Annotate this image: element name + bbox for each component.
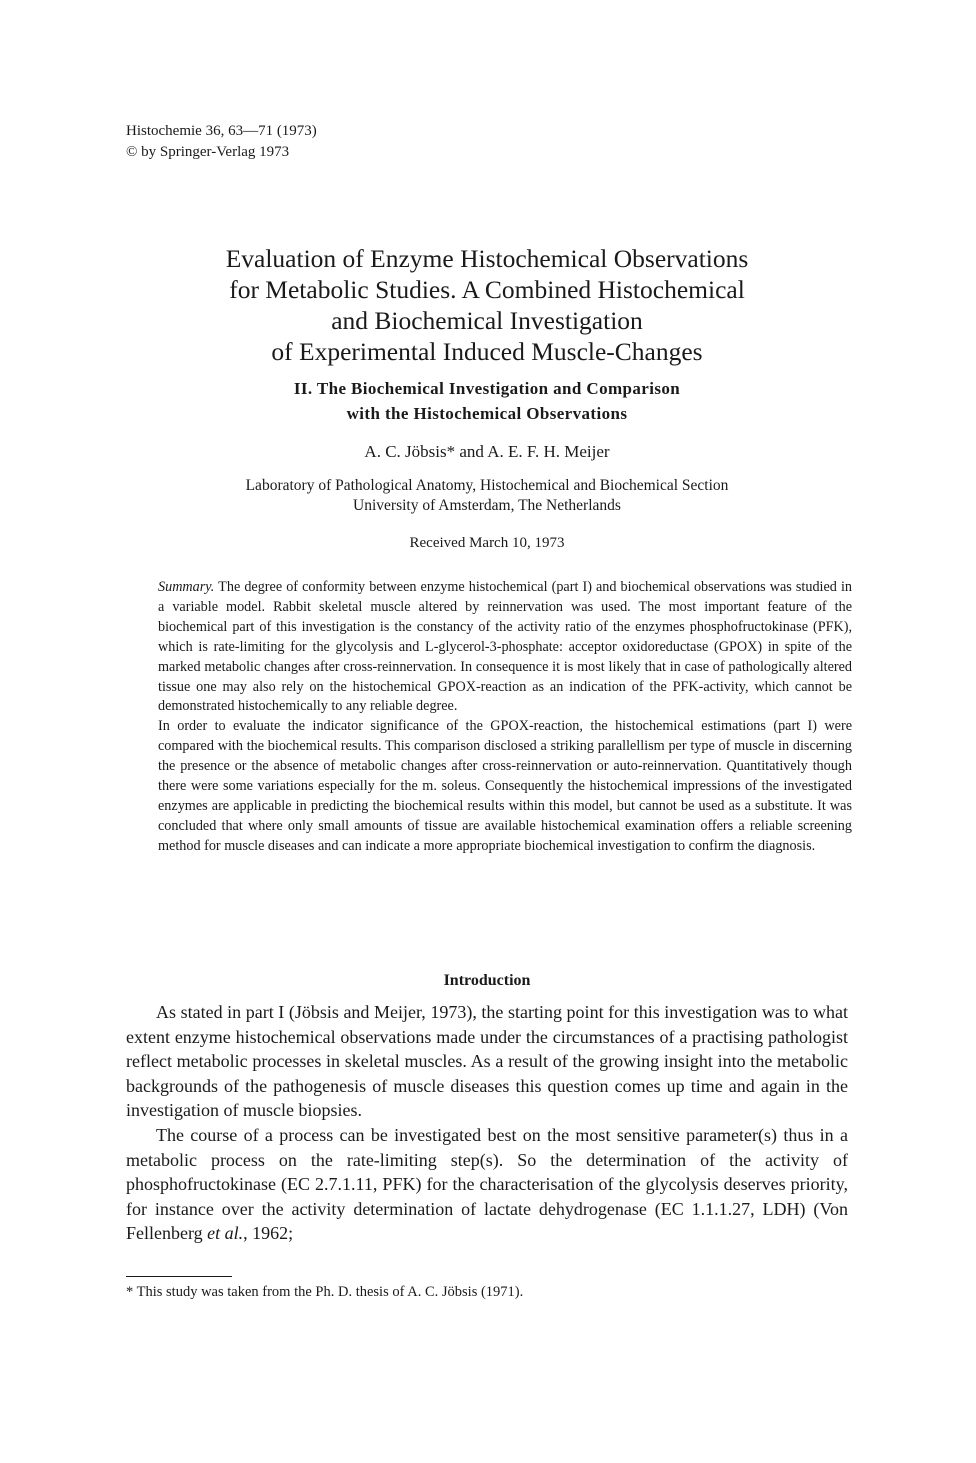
footnote: * This study was taken from the Ph. D. thesis of A. C. Jöbsis (1971). [126, 1284, 524, 1300]
summary-text: The degree of conformity between enzyme histochemical (part I) and biochemical observations was studied in a variable model. Rabbit skeletal muscle altered by reinnervation was used. The most important feature of the biochemical part of this investigation is the constancy of the activity ratio of the enzymes phosphofructokinase (PFK), which is rate-limiting for the glycolysis and L-glycerol-3-phosphate: acceptor oxidoreductase (GPOX) in spite of the marked metabolic changes after cross-reinnervation. In consequence it is most likely that in case of pathologically altered tissue one may also rely on the histochemical GPOX-reaction as an indication of the PFK-activity, which cannot be demonstrated histochemically to any reliable degree. [158, 579, 852, 715]
copyright-notice: © by Springer-Verlag 1973 [126, 144, 290, 160]
article-subtitle [126, 376, 848, 426]
title-line: Evaluation of Enzyme Histochemical Observations [225, 244, 749, 273]
body-paragraph [126, 1123, 848, 1246]
journal-citation: Histochemie 36, 63—71 (1973) [126, 123, 317, 139]
title-line: and Biochemical Investigation [331, 306, 643, 335]
introduction-heading: Introduction [443, 972, 531, 989]
summary-paragraph: In order to evaluate the indicator significance of the GPOX-reaction, the histochemical estimations (part I) were compared with the biochemical results. This comparison disclosed a striking parallellism per type of muscle in discerning the presence or the absence of metabolic changes after cross-reinnervation or auto-reinnervation. Quantitatively though there were some variations especially for the m. soleus. Consequently the histochemical impressions of the investigated enzymes are applicable in predicting the biochemical results within this model, but cannot be used as a substitute. It was concluded that where only small amounts of tissue are available histochemical examination offers a reliable screening method for muscle diseases and can indicate a more appropriate biochemical investigation to confirm the diagnosis. [158, 718, 852, 854]
summary-abstract [158, 578, 852, 857]
body-paragraph: As stated in part I (Jöbsis and Meijer, 1973), the starting point for this investigation was to what extent enzyme histochemical observations made under the circumstances of a practising pathologist reflect metabolic processes in skeletal muscles. As a result of the growing insight into the metabolic backgrounds of the pathogenesis of muscle diseases this question comes up time and again in the investigation of muscle biopsies. [126, 1002, 848, 1121]
summary-paragraph [158, 578, 852, 717]
subtitle-line: with the Histochemical Observations [346, 404, 628, 423]
footnote-rule [126, 1276, 232, 1277]
body-text: The course of a process can be investigated best on the most sensitive parameter(s) thus in a metabolic process on the rate-limiting step(s). So the determination of the activity of phosphofructokinase (EC 2.7.1.11, PFK) for the characterisation of the glycolysis deserves priority, for instance over the activity determination of lactate dehydrogenase (EC 1.1.1.27, LDH) (Von Fellenberg [126, 1124, 848, 1244]
article-title [126, 243, 848, 367]
title-line: of Experimental Induced Muscle-Changes [271, 337, 703, 366]
summary-label: Summary. [158, 579, 215, 595]
citation-etal: et al. [207, 1223, 244, 1244]
affiliation-line: Laboratory of Pathological Anatomy, Histochemical and Biochemical Section [245, 477, 729, 494]
title-line: for Metabolic Studies. A Combined Histochemical [229, 275, 745, 304]
journal-header [126, 121, 317, 163]
received-date: Received March 10, 1973 [409, 535, 565, 551]
body-text: , 1962; [243, 1223, 294, 1244]
affiliation-line: University of Amsterdam, The Netherlands [353, 497, 621, 514]
introduction-body [126, 1000, 848, 1246]
author-list: A. C. Jöbsis* and A. E. F. H. Meijer [364, 442, 610, 461]
affiliation [126, 476, 848, 516]
subtitle-line: II. The Biochemical Investigation and Comparison [293, 379, 681, 398]
